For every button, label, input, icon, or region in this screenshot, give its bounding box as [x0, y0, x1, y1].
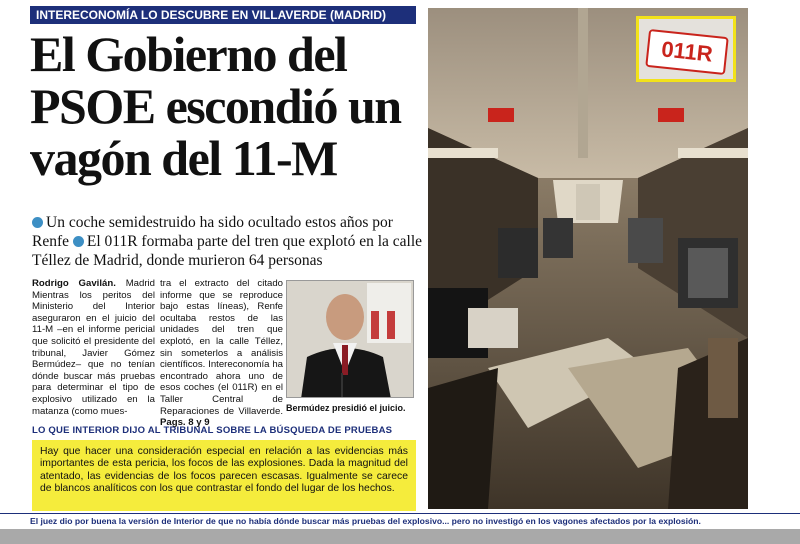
- train-number-inset: [636, 16, 736, 82]
- judge-photo: [286, 280, 414, 398]
- byline: Rodrigo Gavilán.: [32, 278, 116, 289]
- article-column-1: [32, 278, 155, 417]
- subhead-point-2: El 011R formaba parte del tren que explotó en la calle Téllez de Madrid, donde murieron 64 personas: [32, 233, 423, 269]
- article-text-col1: Madrid Mientras los peritos del Ministerio del Interior aseguraron en el juicio del 11-M –en el informe pericial que solicitó el presidente del tribunal, Javier Gómez Bermúdez– que no tenían dónde buscar más pruebas para determinar el tipo de explosivo utilizado en la matanza (como mues-: [32, 278, 156, 417]
- train-number-label: 011R: [645, 29, 729, 75]
- page-reference: Pags. 8 y 9: [160, 417, 210, 429]
- quote-text: Hay que hacer una consideración especial en relación a las evidencias más importantes de esta pericia, los focos de las explosiones. Dada la magnitud del atentado, las evidencias de los focos parecen escasas. Igualmente se carece de blancos analíticos con los que contrastar el fondo del lugar de los hechos.: [40, 446, 408, 495]
- judge-illustration: [287, 281, 414, 398]
- bullet-icon: [73, 236, 84, 247]
- bottom-bar: [0, 529, 800, 544]
- bullet-icon: [32, 217, 43, 228]
- footer-caption: El juez dio por buena la versión de Interior de que no había dónde buscar más pruebas del explosivo... pero no investigó en los vagones afectados por la explosión.: [30, 516, 701, 526]
- article-text-col2: tra el extracto del citado informe que se reproduce bajo estas líneas), Renfe ocultaba restos de las unidades del tren que explotó, en la calle Téllez, sin someterlos a análisis científicos. Intereconomía ha encontrado ahora uno de esos coches (el 011R) en el Taller Central de Reparaciones de Villaverde.: [160, 278, 283, 417]
- subhead-point-1: Un coche semidestruido ha sido ocultado estos años por Renfe: [32, 214, 393, 250]
- section-label: LO QUE INTERIOR DIJO AL TRIBUNAL SOBRE LA BÚSQUEDA DE PRUEBAS: [32, 425, 393, 436]
- article-column-2: [160, 278, 283, 429]
- train-interior-illustration: [428, 8, 748, 509]
- highlighted-quote: [32, 440, 416, 511]
- subhead: [32, 213, 424, 270]
- train-interior-photo: [428, 8, 748, 509]
- footer-divider: [0, 513, 800, 514]
- photo-caption: Bermúdez presidió el juicio.: [286, 403, 406, 413]
- headline: El Gobierno del PSOE escondió un vagón del 11-M: [30, 26, 401, 186]
- section-kicker: INTERECONOMÍA LO DESCUBRE EN VILLAVERDE (MADRID): [30, 6, 416, 24]
